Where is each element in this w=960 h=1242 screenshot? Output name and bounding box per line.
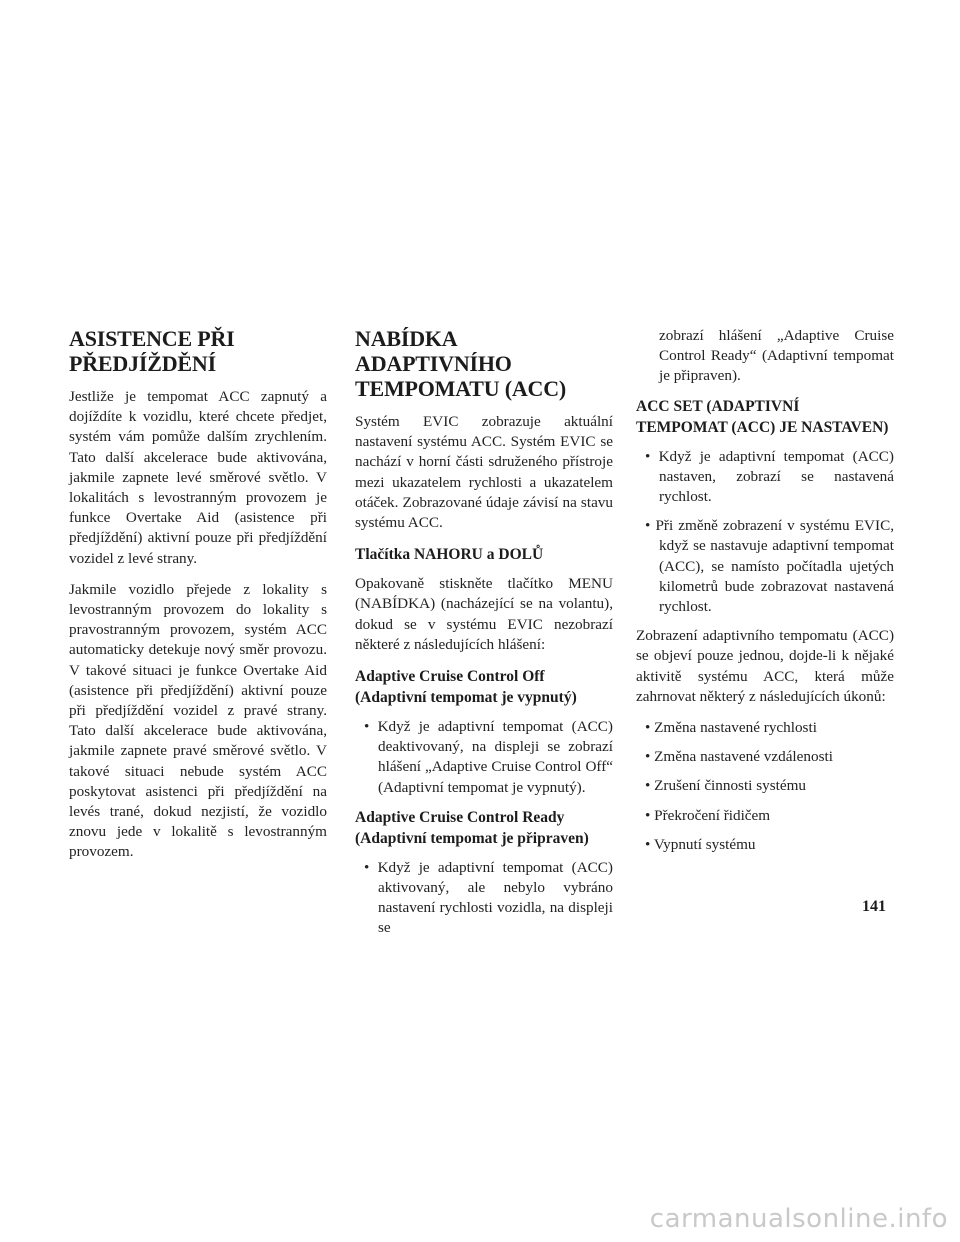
bullet-list [636,326,894,387]
subheading-acc-ready: Adaptive Cruise Control Ready (Adaptivní tempomat je připraven) [355,808,589,847]
bullet-list [636,718,894,855]
page-number: 141 [862,898,886,915]
heading-overtake-assist: ASISTENCE PŘI PŘEDJÍŽDĚNÍ [69,326,235,376]
subheading-up-down-buttons: Tlačítka NAHORU a DOLŮ [355,546,544,564]
bullet-list [355,717,613,798]
column-3 [636,326,894,864]
paragraph: Jakmile vozidlo přejede z lokality s levostranným provozem do lokality s pravostranným provozem, systém ACC automaticky detekuje nový směr provozu. V takové situaci je funkce Overtake Aid (asistence při předjíždění) aktivní pouze při předjíždění vozidel z pravé strany. Tato další akcelerace bude aktivována, jakmile zapnete pravé směrové světlo. V takové situaci nebude systém ACC poskytovat asistenci při předjíždění na levés trané, dokud nezjistí, že vozidlo znovu jede v lokalitě s levostranným provozem. [69,580,327,861]
bullet-list [355,858,613,939]
column-2 [355,326,613,948]
watermark: carmanualsonline.info [649,1204,948,1234]
list-item: • Při změně zobrazení v systému EVIC, když se nastavuje adaptivní tempomat (ACC), se namísto počítadla ujetých kilometrů bude zobrazovat nastavená rychlost. [636,516,894,617]
list-item: • Když je adaptivní tempomat (ACC) aktivovaný, ale nebylo vybráno nastavení rychlosti vozidla, na displeji se [355,858,613,939]
list-item: • Když je adaptivní tempomat (ACC) nastaven, zobrazí se nastavená rychlost. [636,447,894,508]
list-item: • Překročení řidičem [636,806,894,826]
list-item: • Změna nastavené vzdálenosti [636,747,894,767]
heading-acc-menu: NABÍDKA ADAPTIVNÍHO TEMPOMATU (ACC) [355,326,567,401]
list-item: • Zrušení činnosti systému [636,776,894,796]
subheading-acc-set: ACC SET (ADAPTIVNÍ TEMPOMAT (ACC) JE NASTAVEN) [636,397,889,436]
list-item: • Změna nastavené rychlosti [636,718,894,738]
subheading-acc-off: Adaptive Cruise Control Off (Adaptivní tempomat je vypnutý) [355,668,577,707]
paragraph: Jestliže je tempomat ACC zapnutý a dojíždíte k vozidlu, které chcete předjet, systém vám pomůže dalším zrychlením. Tato další akcelerace bude aktivována, jakmile zapnete levé směrové světlo. V lokalitách s levostranným provozem je funkce Overtake Aid (asistence při předjíždění) aktivní pouze při předjíždění vozidel z levé strany. [69,388,327,567]
paragraph: Systém EVIC zobrazuje aktuální nastavení systému ACC. Systém EVIC se nachází v horní části sdruženého přístroje mezi ukazatelem rychlosti a ukazatelem otáček. Zobrazované údaje závisí na stavu systému ACC. [355,413,613,532]
bullet-list [636,447,894,618]
paragraph: Opakovaně stiskněte tlačítko MENU (NABÍDKA) (nacházející se na volantu), dokud se v systému EVIC nezobrazí některé z následujících hlášení: [355,575,613,653]
list-item: • Vypnutí systému [636,835,894,855]
list-item-continued: zobrazí hlášení „Adaptive Cruise Control Ready“ (Adaptivní tempomat je připraven). [659,327,894,385]
paragraph: Zobrazení adaptivního tempomatu (ACC) se objeví pouze jednou, dojde-li k nějaké aktivitě systému ACC, která může zahrnovat některý z následujících úkonů: [636,627,894,705]
list-item: • Když je adaptivní tempomat (ACC) deaktivovaný, na displeji se zobrazí hlášení „Adaptive Cruise Control Off“ (Adaptivní tempomat je vypnutý). [355,717,613,798]
column-1 [69,326,327,874]
